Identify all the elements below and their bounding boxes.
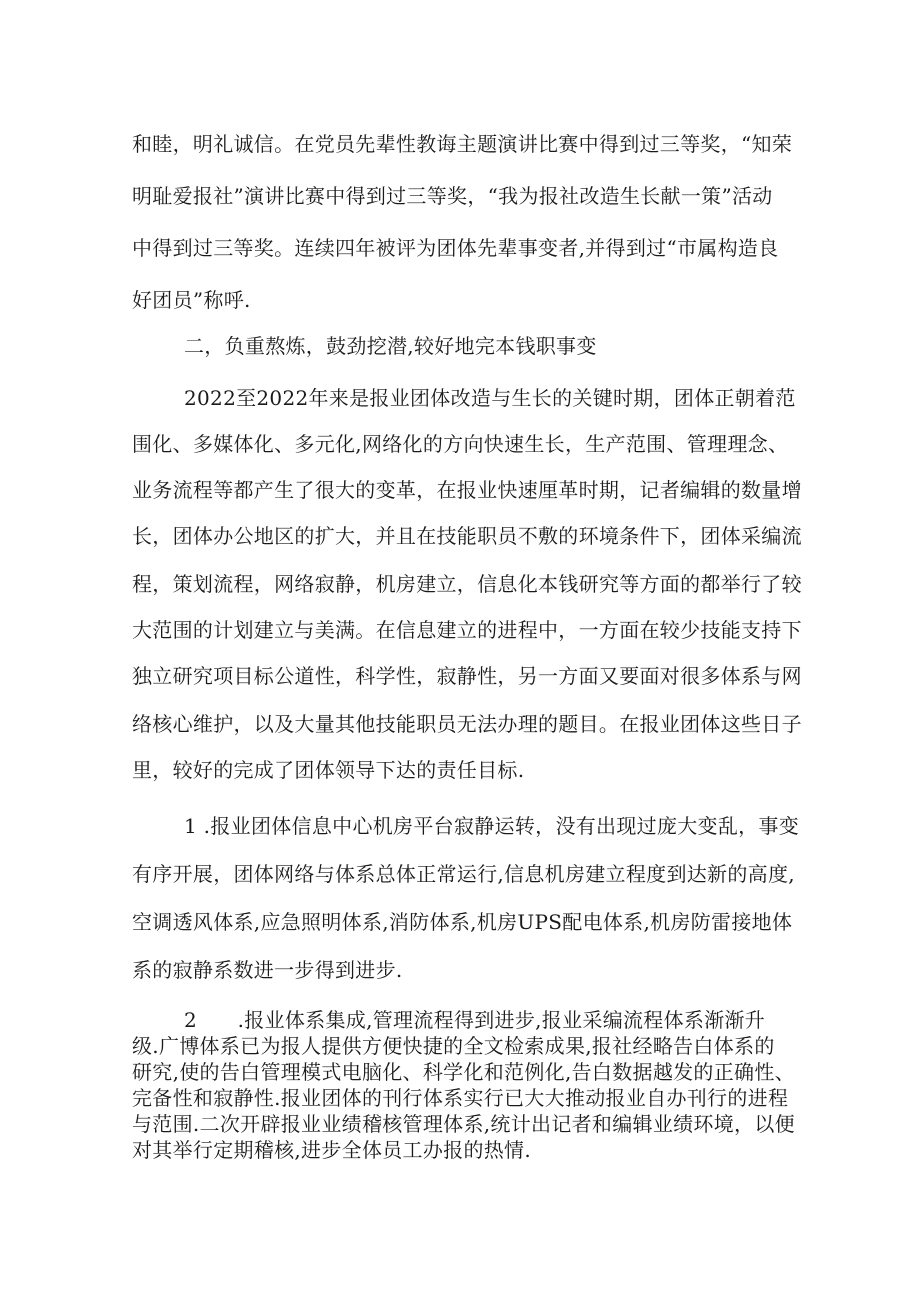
text-line: 里，较好的完成了团体领导下达的责任目标. <box>132 758 525 782</box>
text-line: 2022至2022年来是报业团体改造与生长的关键时期，团体正朝着范 <box>184 386 796 410</box>
text-line: 空调透风体系,应急照明体系,消防体系,机房UPS配电体系,机房防雷接地体 <box>132 910 793 934</box>
text-line: 系的寂静系数进一步得到进步. <box>132 958 403 982</box>
text-line: 好团员”称呼. <box>132 288 251 312</box>
text-line: 级.广博体系已为报人提供方便快捷的全文检索成果,报社经略告白体系的 <box>132 1034 775 1058</box>
text-line: 明耻爱报社”演讲比赛中得到过三等奖，“我为报社改造生长献一策”活动 <box>132 184 773 208</box>
text-line: 研究,使的告白管理模式电脑化、科学化和范例化,告白数据越发的正确性、 <box>132 1060 795 1084</box>
section-heading: 二，负重熬炼，鼓劲挖潜,较好地完本钱职事变 <box>184 334 597 358</box>
text-line: 围化、多媒体化、多元化,网络化的方向快速生长，生产范围、管理理念、 <box>132 432 789 456</box>
text-line: 络核心维护，以及大量其他技能职员无法办理的题目。在报业团体这些日子 <box>132 712 802 736</box>
text-line: 中得到过三等奖。连续四年被评为团体先辈事变者,并得到过“市属构造良 <box>132 236 779 260</box>
text-line: 对其举行定期稽核,进步全体员工办报的热情. <box>132 1138 532 1162</box>
text-line: 程，策划流程，网络寂静，机房建立，信息化本钱研究等方面的都举行了较 <box>132 572 802 596</box>
list-item-2: 2 .报业体系集成,管理流程得到进步,报业采编流程体系渐渐升 <box>184 1008 766 1032</box>
text-line: 独立研究项目标公道性，科学性，寂静性，另一方面又要面对很多体系与网 <box>132 664 802 688</box>
text-line: 长，团体办公地区的扩大，并且在技能职员不敷的环境条件下，团体采编流 <box>132 524 802 548</box>
text-line: 完备性和寂静性.报业团体的刊行体系实行已大大推动报业自办刊行的进程 <box>132 1086 789 1110</box>
list-item-1: 1 .报业团体信息中心机房平台寂静运转，没有出现过庞大变乱，事变 <box>184 814 800 838</box>
text-line: 和睦，明礼诚信。在党员先辈性教诲主题演讲比赛中得到过三等奖，“知荣 <box>132 132 793 156</box>
text-line: 大范围的计划建立与美满。在信息建立的进程中，一方面在较少技能支持下 <box>132 618 802 642</box>
text-line: 业务流程等都产生了很大的变革，在报业快速厘革时期，记者编辑的数量增 <box>132 478 802 502</box>
text-line: 有序开展，团体网络与体系总体正常运行,信息机房建立程度到达新的高度, <box>132 862 795 886</box>
text-line: 与范围.二次开辟报业业绩稽核管理体系,统计出记者和编辑业绩环境，以便 <box>132 1112 795 1136</box>
